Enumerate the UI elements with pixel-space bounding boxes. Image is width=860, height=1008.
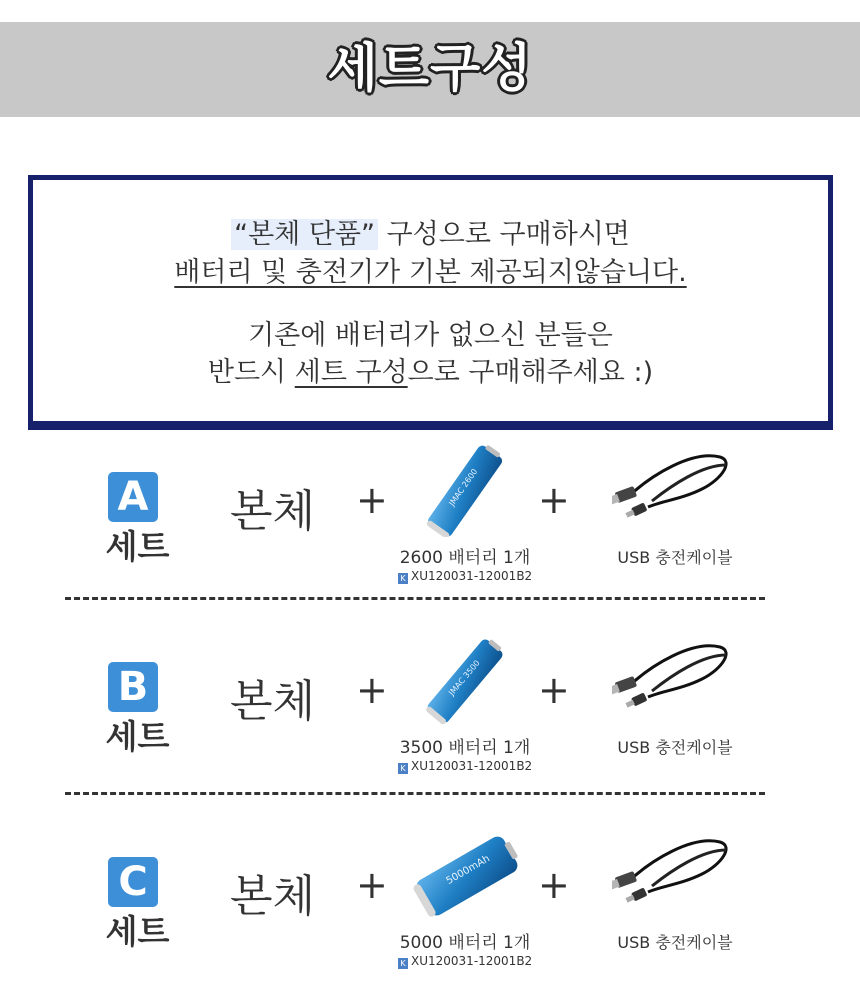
set-badge: A (108, 472, 158, 522)
cable-caption: USB 충전케이블 (617, 933, 733, 952)
notice-highlight: “본체 단품” (231, 219, 378, 250)
battery-icon (405, 635, 525, 727)
notice-line-3: 기존에 배터리가 없으신 분들은 (248, 320, 613, 351)
notice-line-1 (33, 212, 828, 251)
notice-line-1-rest: 구성으로 구매하시면 (377, 219, 630, 250)
notice-line-4 (33, 350, 828, 389)
body-item-label: 본체 (230, 676, 316, 727)
body-item-label: 본체 (230, 871, 316, 922)
cert-text: XU120031-12001B2 (411, 569, 533, 583)
plus-sign: + (538, 668, 570, 712)
set-label: 세트 (105, 717, 170, 756)
set-badge: B (108, 662, 158, 712)
cert-number (398, 759, 548, 774)
notice-line-4-underlined: 세트 구성 (294, 357, 408, 388)
battery-caption: 2600 배터리 1개 (399, 548, 531, 568)
notice-line-2 (33, 250, 828, 289)
plus-sign: + (538, 863, 570, 907)
usb-cable-icon (612, 635, 742, 725)
kc-cert-icon: K (398, 573, 408, 584)
set-label: 세트 (105, 912, 170, 951)
plus-sign: + (538, 478, 570, 522)
page-title: 세트구성 (327, 39, 533, 99)
cable-caption: USB 충전케이블 (617, 738, 733, 757)
cert-text: XU120031-12001B2 (411, 954, 533, 968)
plus-sign: + (356, 478, 388, 522)
cert-text: XU120031-12001B2 (411, 759, 533, 773)
battery-print: JMAC 2600 (447, 467, 480, 508)
battery-print: JMAC 3500 (447, 658, 482, 698)
cert-number (398, 569, 548, 584)
cable-caption: USB 충전케이블 (617, 548, 733, 567)
battery-print: 5000mAh (444, 853, 492, 887)
battery-icon (405, 830, 530, 922)
set-c (0, 830, 860, 1000)
body-item-label: 본체 (230, 486, 316, 537)
notice-line-4-pre: 반드시 (207, 357, 295, 388)
set-a (0, 445, 860, 615)
notice-box (28, 175, 833, 426)
notice-line-4-post: 으로 구매해주세요 :) (407, 357, 654, 388)
plus-sign: + (356, 668, 388, 712)
divider (65, 792, 765, 795)
set-b (0, 635, 860, 805)
usb-cable-icon (612, 445, 742, 535)
cert-number (398, 954, 548, 969)
usb-cable-icon (612, 830, 742, 920)
plus-sign: + (356, 863, 388, 907)
divider (65, 597, 765, 600)
kc-cert-icon: K (398, 763, 408, 774)
battery-caption: 5000 배터리 1개 (399, 933, 531, 953)
battery-caption: 3500 배터리 1개 (399, 738, 531, 758)
set-badge: C (108, 857, 158, 907)
kc-cert-icon: K (398, 958, 408, 969)
battery-icon (405, 445, 525, 537)
notice-line-2-text: 배터리 및 충전기가 기본 제공되지않습니다. (174, 257, 687, 288)
set-label: 세트 (105, 527, 170, 566)
